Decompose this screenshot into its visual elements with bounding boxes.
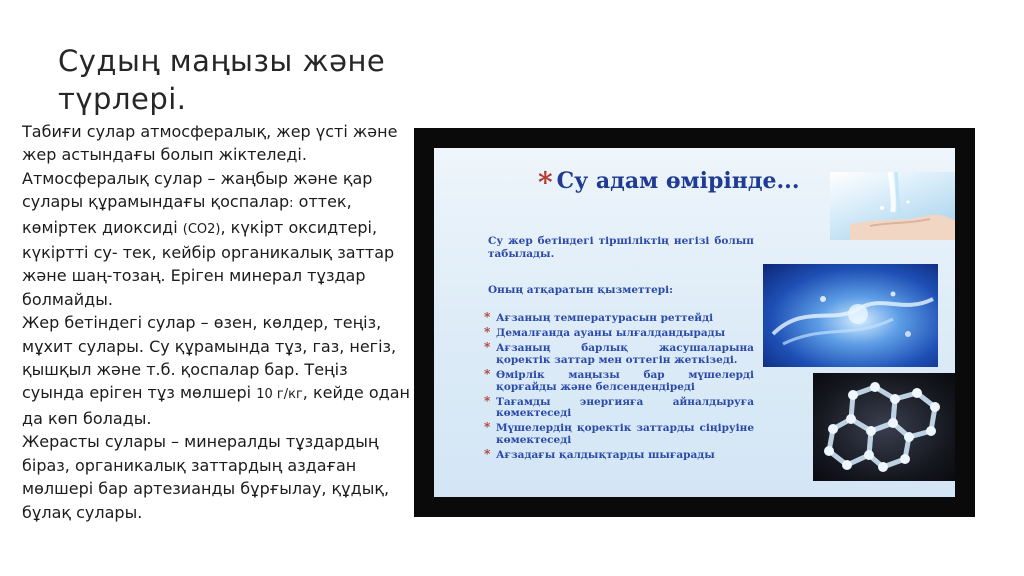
list-item: * Ағзаның температурасын реттейді	[484, 313, 754, 325]
hand-water-image	[830, 172, 955, 240]
text-span: , күкірт оксидтері, күкіртті су- тек, кейбір органикалық заттар және шаң-тозаң. Еріген минерал тұздар болмайды.	[22, 217, 395, 309]
list-item: * Ағзаның барлық жасушаларына қоректік заттар мен оттегін жеткізеді.	[484, 343, 754, 367]
figure-title	[538, 166, 799, 199]
figure-panel	[434, 148, 955, 497]
functions-list	[484, 313, 754, 465]
functions-heading: Оның атқаратын қызметтері:	[488, 284, 673, 296]
paragraph-atmospheric-waters	[22, 167, 410, 311]
water-splash-image	[763, 264, 938, 367]
text-span: оттек, көміртек диоксиді	[22, 192, 352, 237]
list-item: * Мүшелердің қоректік заттарды сіңіруіне көмектеседі	[484, 423, 754, 447]
list-item: * Өмірлік маңызы бар мүшелерді қорғайды және белсендендіреді	[484, 370, 754, 394]
paragraph-surface-waters	[22, 311, 410, 430]
list-item: * Ағзадағы қалдықтарды шығарады	[484, 450, 754, 462]
list-item: * Тағамды энергияға айналдыруға көмектеседі	[484, 397, 754, 421]
figure-lead-text: Су жер бетіндегі тіршіліктің негізі болып табылады.	[488, 235, 754, 260]
star-icon: *	[538, 166, 553, 199]
text-span: (СО2)	[182, 221, 221, 237]
paragraph-natural-waters: Табиғи сулар атмосфералық, жер үсті және жер астындағы болып жіктеледі.	[22, 122, 398, 165]
text-span: 10 г/кг	[256, 387, 303, 403]
paragraph-groundwater: Жерасты сулары – минералды тұздардың біраз, органикалық заттардың аздаған мөлшері бар артезианды бұрғылау, құдық, бұлақ сулары.	[22, 432, 390, 522]
text-span: Жер бетіндегі сулар – өзен, көлдер, теңіз, мұхит сулары. Су құрамында тұз, газ, негіз, қышқыл және т.б. қоспалар бар. Теңіз суында еріген тұз мөлшері	[22, 313, 397, 403]
slide-title: Судың маңызы және түрлері.	[58, 44, 386, 116]
text-span: Атмосфералық сулар – жаңбыр және қар сулары құрамындағы қоспалар	[22, 168, 373, 212]
body-text	[22, 120, 410, 524]
text-span: :	[289, 196, 294, 212]
figure-title-text: Су адам өмірінде...	[556, 168, 800, 194]
list-item: * Демалғанда ауаны ылғалдандырады	[484, 328, 754, 340]
figure-frame	[414, 128, 975, 517]
text-span: , кейде одан да көп болады.	[22, 383, 410, 428]
molecule-image	[813, 373, 955, 481]
